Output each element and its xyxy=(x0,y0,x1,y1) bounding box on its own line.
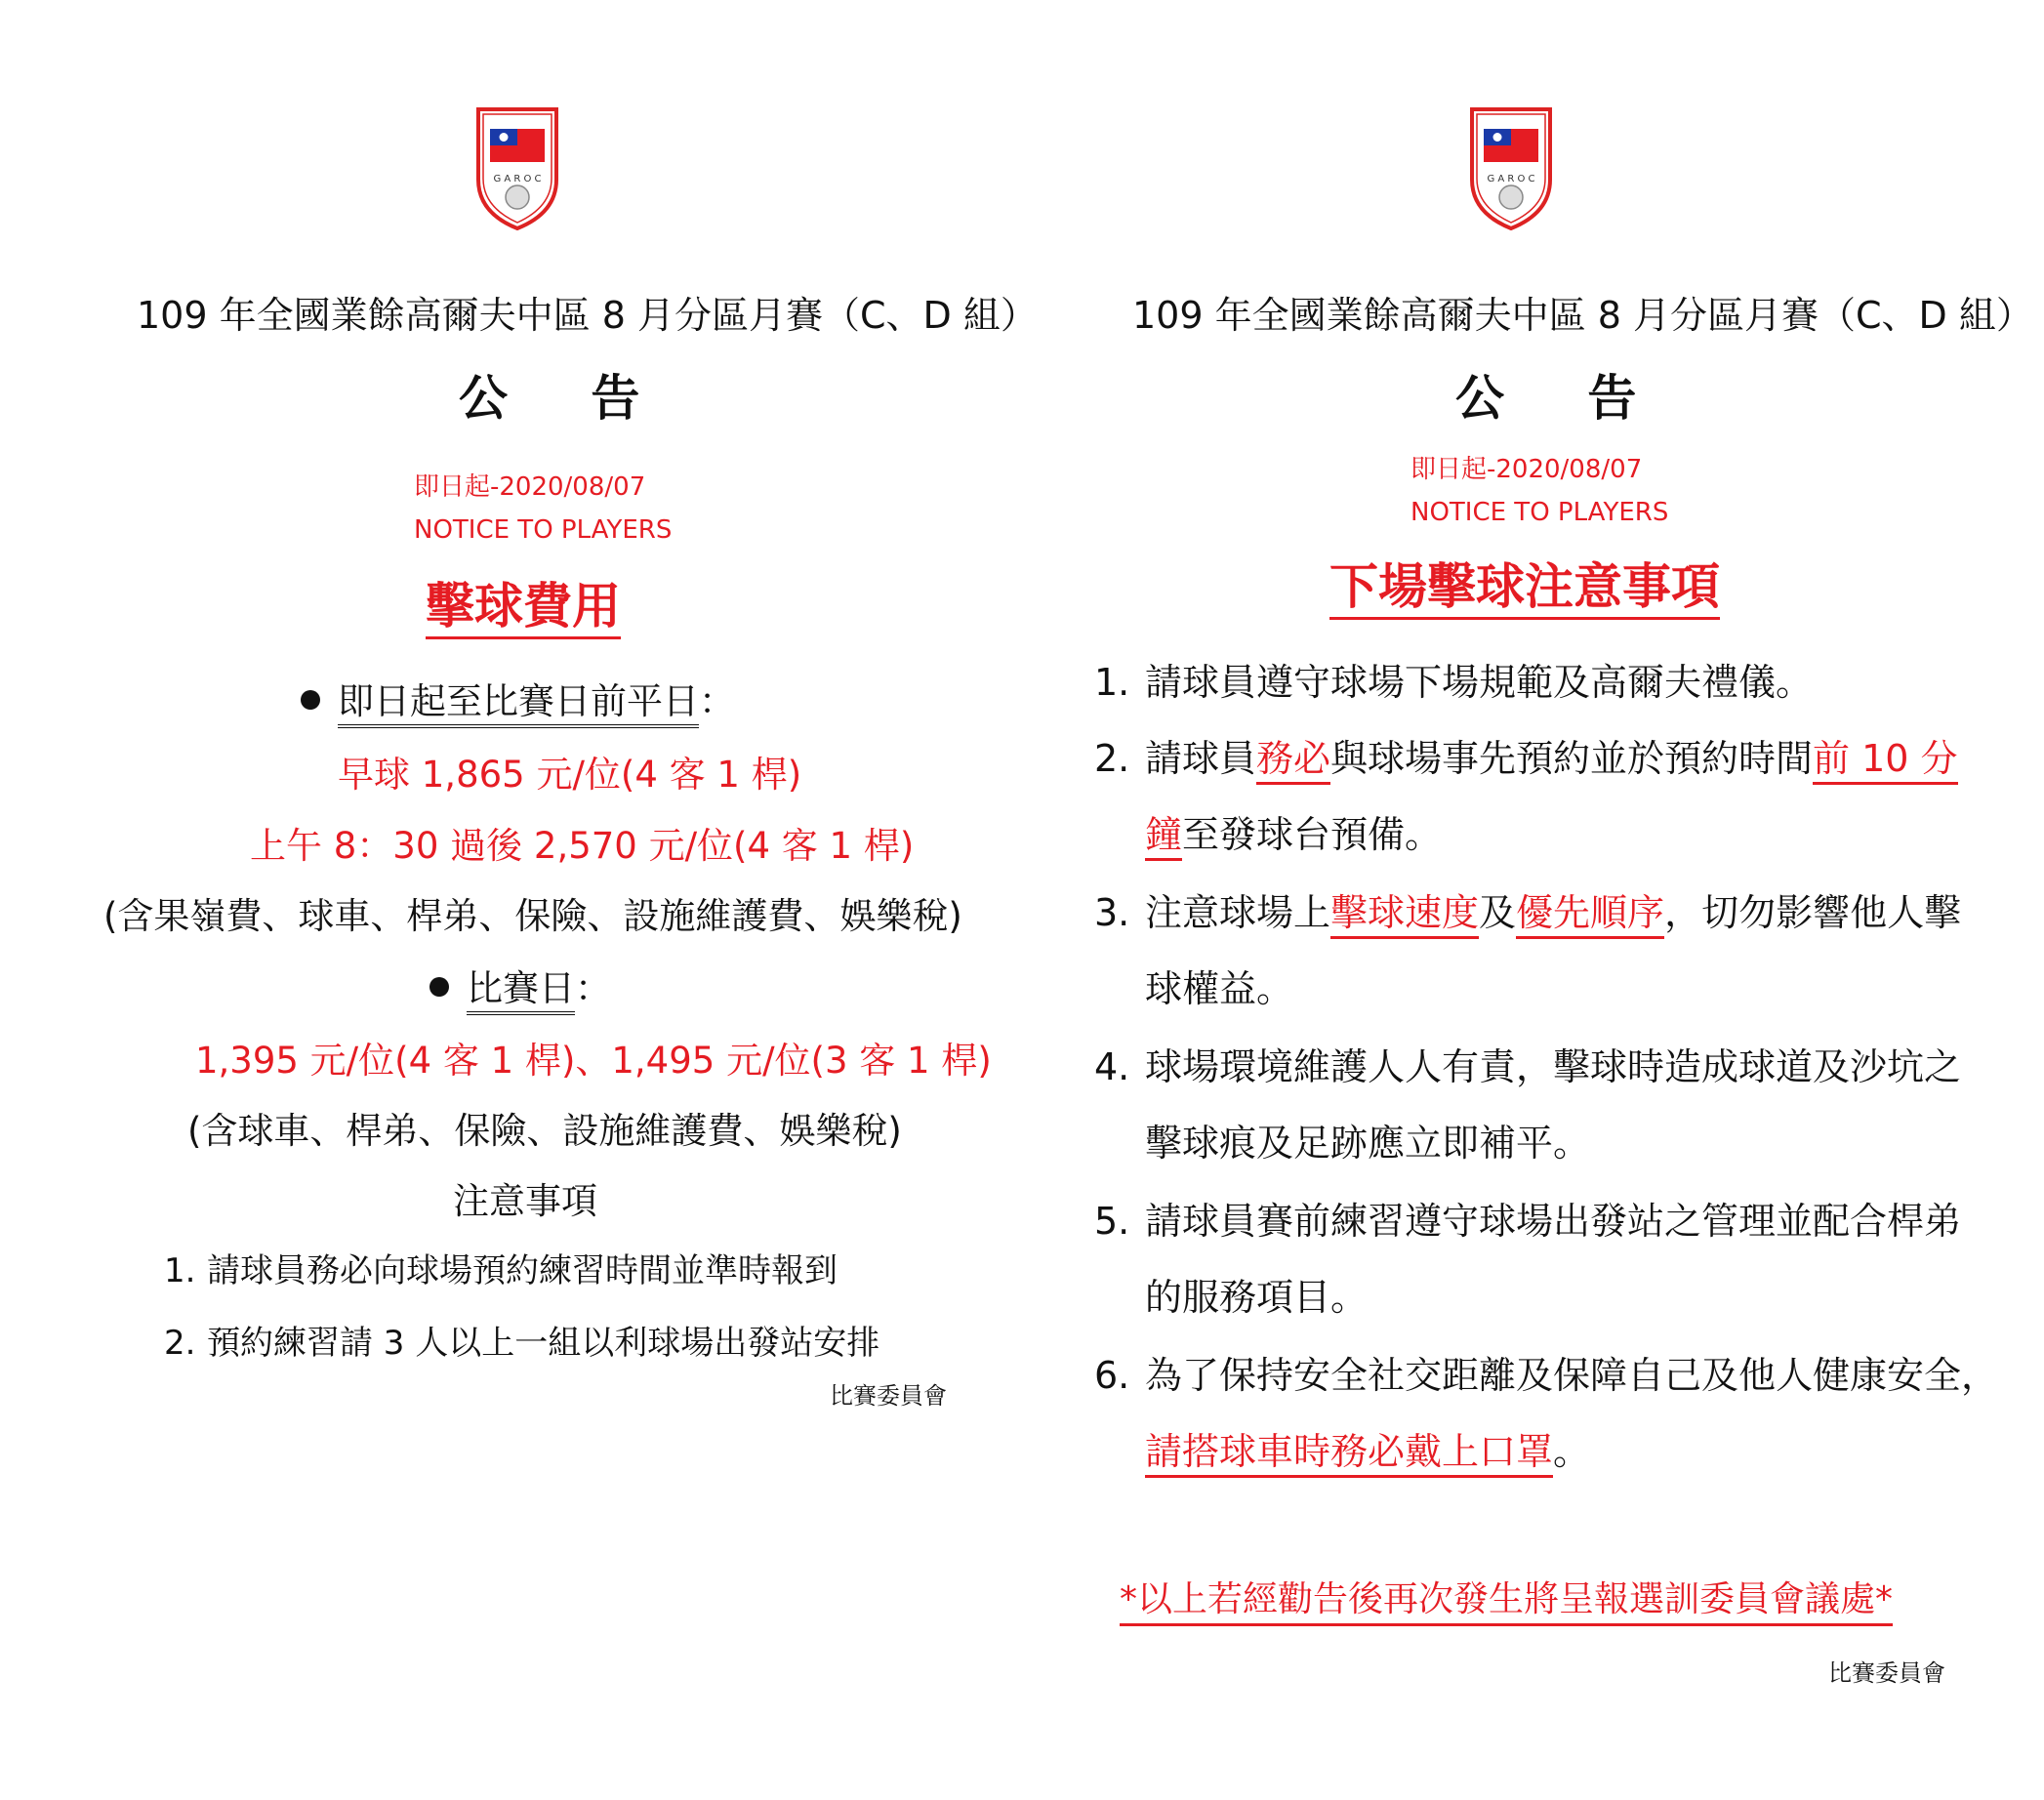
notice-to-players: NOTICE TO PLAYERS xyxy=(414,515,673,545)
note-text: 預約練習請 3 人以上一組以利球場出發站安排 xyxy=(207,1324,880,1363)
rule-item-continued: 的服務項目。 xyxy=(1145,1276,1369,1319)
garoc-logo-icon xyxy=(1466,103,1556,232)
rule-number: 1. xyxy=(1094,661,1130,704)
rule-item-continued: 球權益。 xyxy=(1145,967,1294,1010)
notice-to-players: NOTICE TO PLAYERS xyxy=(1410,498,1669,527)
logo-lettering: G A R O C xyxy=(493,174,542,184)
rule-number: 4. xyxy=(1094,1045,1130,1088)
rule-item-continued: 擊球痕及足跡應立即補平。 xyxy=(1145,1122,1591,1165)
rule-emphasis: 前 10 分 xyxy=(1813,737,1958,785)
rule-item xyxy=(1094,728,1958,782)
logo-lettering: G A R O C xyxy=(1487,174,1535,184)
rule-item xyxy=(1094,1345,1998,1399)
rule-text: 及 xyxy=(1479,891,1517,934)
weekday-label: 即日起至比賽日前平日 xyxy=(338,680,699,728)
rule-text: 注意球場上 xyxy=(1145,891,1331,934)
weekday-colon: ： xyxy=(699,680,735,722)
rule-text: 。 xyxy=(1553,1430,1591,1473)
penalty-warning: *以上若經勸告後再次發生將呈報選訓委員會議處* xyxy=(1120,1572,1893,1626)
event-title: 109 年全國業餘高爾夫中區 8 月分區月賽（C、D 組） xyxy=(1132,294,2033,337)
rule-number: 6. xyxy=(1094,1354,1130,1397)
rule-text: 請球員 xyxy=(1145,737,1257,780)
notes-heading: 注意事項 xyxy=(453,1180,597,1222)
match-day-colon: ： xyxy=(575,967,611,1009)
weekday-section xyxy=(301,672,735,724)
event-title: 109 年全國業餘高爾夫中區 8 月分區月賽（C、D 組） xyxy=(137,294,1038,337)
rule-emphasis: 鐘 xyxy=(1145,813,1182,861)
rule-text: 與球場事先預約並於預約時間 xyxy=(1330,737,1814,780)
weekday-includes: (含果嶺費、球車、桿弟、保險、設施維護費、娛樂稅) xyxy=(103,895,962,937)
rule-text: 為了保持安全社交距離及保障自己及他人健康安全， xyxy=(1145,1354,1999,1397)
note-item xyxy=(164,1316,879,1364)
match-day-section xyxy=(429,959,611,1011)
rule-text: 球場環境維護人人有責，擊球時造成球道及沙坑之 xyxy=(1145,1045,1962,1088)
bullet-icon xyxy=(301,690,320,710)
committee-signature: 比賽委員會 xyxy=(1828,1659,1945,1687)
rule-text: 請球員遵守球場下場規範及高爾夫禮儀。 xyxy=(1145,661,1814,704)
right-notice-panel xyxy=(1022,0,2044,1800)
rule-number: 3. xyxy=(1094,891,1130,934)
rule-item xyxy=(1094,882,1961,936)
rule-text: 請球員賽前練習遵守球場出發站之管理並配合桿弟 xyxy=(1145,1200,1962,1243)
early-price: 早球 1,865 元/位(4 客 1 桿) xyxy=(338,754,802,796)
rule-emphasis: 擊球速度 xyxy=(1330,891,1479,939)
rule-number: 2. xyxy=(1094,737,1130,780)
rule-emphasis: 優先順序 xyxy=(1516,891,1664,939)
match-day-price: 1,395 元/位(4 客 1 桿)、1,495 元/位(3 客 1 桿) xyxy=(195,1040,992,1082)
match-day-label: 比賽日 xyxy=(467,967,575,1015)
rule-text: ，切勿影響他人擊 xyxy=(1664,891,1962,934)
rule-item xyxy=(1094,652,1813,706)
effective-date: 即日起-2020/08/07 xyxy=(1410,455,1643,484)
committee-signature: 比賽委員會 xyxy=(830,1382,947,1410)
note-number: 1. xyxy=(164,1251,196,1290)
rule-text: 至發球台預備。 xyxy=(1182,813,1443,856)
rule-item-continued xyxy=(1145,1421,1590,1475)
rule-item-continued xyxy=(1145,804,1442,858)
garoc-logo-icon xyxy=(472,103,562,232)
rule-number: 5. xyxy=(1094,1200,1130,1243)
note-number: 2. xyxy=(164,1324,196,1363)
note-text: 請球員務必向球場預約練習時間並準時報到 xyxy=(207,1251,838,1290)
mask-requirement: 請搭球車時務必戴上口罩 xyxy=(1145,1430,1553,1478)
note-item xyxy=(164,1244,838,1291)
announcement-heading: 公 告 xyxy=(459,370,674,427)
rule-item xyxy=(1094,1191,1961,1245)
effective-date: 即日起-2020/08/07 xyxy=(414,472,646,502)
morning-price: 上午 8：30 過後 2,570 元/位(4 客 1 桿) xyxy=(250,825,915,867)
course-rules-heading: 下場擊球注意事項 xyxy=(1329,556,1720,620)
bullet-icon xyxy=(429,977,449,997)
announcement-heading: 公 告 xyxy=(1455,370,1670,427)
rule-item xyxy=(1094,1037,1961,1090)
match-day-includes: (含球車、桿弟、保險、設施維護費、娛樂稅) xyxy=(187,1110,902,1152)
fee-heading: 擊球費用 xyxy=(426,576,621,639)
rule-emphasis: 務必 xyxy=(1256,737,1330,785)
